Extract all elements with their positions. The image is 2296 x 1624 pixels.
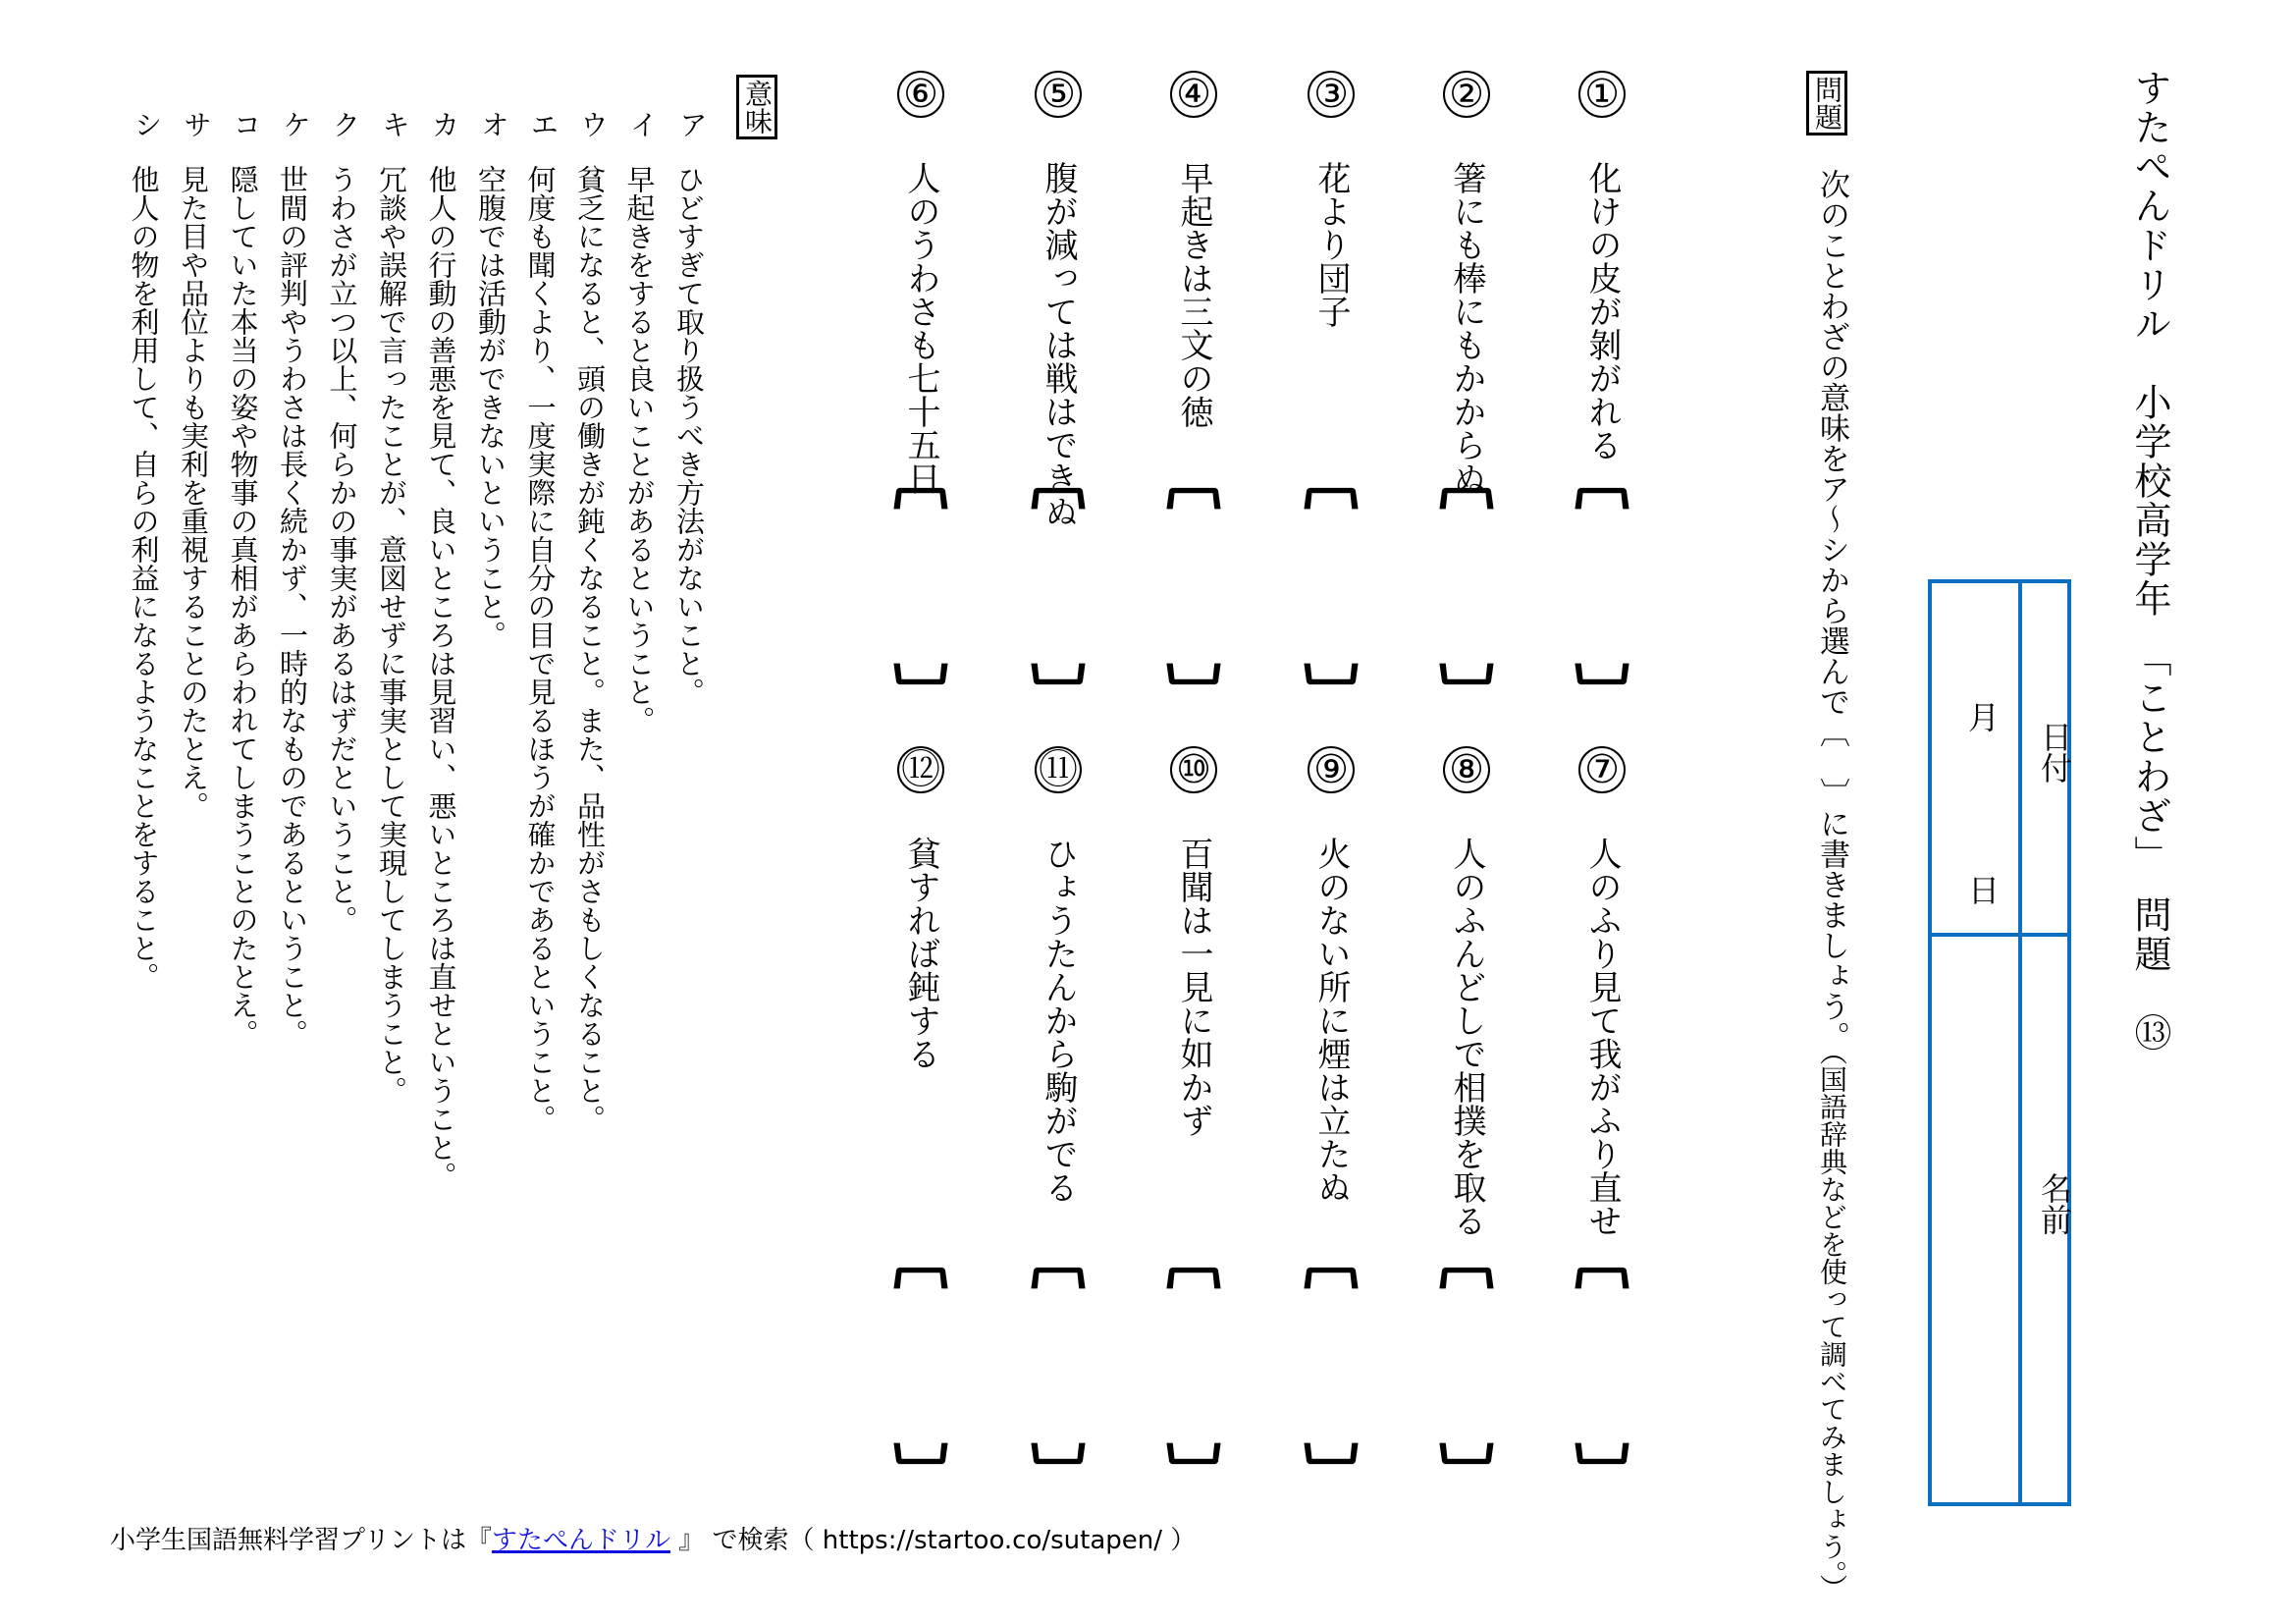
meaning-letter: オ — [477, 110, 510, 138]
question-number: ⑧ — [1443, 746, 1490, 793]
meaning-text: 貧乏になると、頭の働きが鈍くなること。また、品性がさもしくなること。 — [573, 165, 607, 1133]
proverb-text: 花より団子 — [1311, 161, 1351, 328]
subject: 「ことわざ」 — [2128, 658, 2171, 856]
question-number: ⑥ — [897, 71, 944, 118]
answer-field[interactable] — [1576, 1292, 1628, 1439]
answer-bracket-open — [1304, 1268, 1358, 1289]
answer-bracket-close — [1304, 1443, 1358, 1465]
meaning-text: 他人の物を利用して、自らの利益になるようなことをすること。 — [127, 165, 161, 991]
meaning-letter: カ — [427, 110, 461, 138]
answer-bracket-close — [1575, 664, 1629, 685]
meaning-text: 空腹では活動ができないということ。 — [474, 165, 507, 649]
day-label: 日 — [1963, 874, 2001, 905]
question-number: ⑨ — [1308, 746, 1355, 793]
grade-level: 小学校高学年 — [2128, 383, 2171, 619]
answer-field[interactable] — [1441, 1292, 1492, 1439]
set-label: 問題 — [2128, 895, 2171, 974]
answer-bracket-close — [1439, 1443, 1493, 1465]
question-number: ⑫ — [897, 746, 944, 793]
answer-bracket-open — [1031, 488, 1085, 510]
meaning-letter: ア — [675, 110, 709, 138]
proverb-text: 人のふんどしで相撲を取る — [1447, 837, 1486, 1237]
proverb-text: 化けの皮が剝がれる — [1582, 161, 1622, 461]
answer-bracket-open — [1439, 488, 1493, 510]
question-number: ⑩ — [1170, 746, 1217, 793]
proverb-text: 貧すれば鈍する — [901, 837, 940, 1070]
meaning-text: 世間の評判やうわさは長く続かず、一時的なものであるということ。 — [276, 165, 309, 1048]
answer-bracket-open — [1575, 1268, 1629, 1289]
name-field[interactable] — [1936, 941, 2014, 1500]
proverb-text: 腹が減っては戦はできぬ — [1039, 161, 1078, 528]
meaning-letter: エ — [526, 110, 561, 138]
proverb-text: 火のない所に煙は立たぬ — [1311, 837, 1351, 1204]
answer-field[interactable] — [1168, 513, 1219, 660]
meaning-section-label: 意味 — [736, 75, 777, 139]
question-section-label: 問題 — [1806, 71, 1847, 135]
meaning-letter: キ — [378, 110, 411, 138]
answer-bracket-close — [1304, 664, 1358, 685]
meaning-letter: サ — [180, 110, 213, 138]
answer-bracket-close — [893, 664, 947, 685]
month-label: 月 — [1963, 701, 2001, 732]
name-label: 名前 — [2036, 1172, 2073, 1235]
answer-bracket-close — [1166, 664, 1220, 685]
proverb-text: 人のうわさも七十五日 — [901, 161, 940, 495]
question-number: ④ — [1170, 71, 1217, 118]
meaning-letter: イ — [625, 110, 660, 138]
instruction-text: 次のことわざの意味をア〜シから選んで〔 〕に書きましょう。 — [1814, 169, 1849, 1052]
set-number: ⑬ — [2128, 1013, 2171, 1053]
answer-bracket-open — [1031, 1268, 1085, 1289]
date-label: 日付 — [2036, 721, 2073, 784]
answer-field[interactable] — [1033, 513, 1084, 660]
answer-field[interactable] — [895, 513, 946, 660]
divider-vertical — [2018, 583, 2022, 1502]
meaning-letter: ウ — [576, 110, 610, 138]
instruction-note: （国語辞典などを使って調べてみましょう。） — [1816, 1052, 1848, 1601]
date-name-box — [1928, 579, 2071, 1506]
answer-bracket-open — [893, 1268, 947, 1289]
answer-field[interactable] — [1306, 513, 1357, 660]
meaning-letter: シ — [130, 110, 164, 138]
proverb-text: 百聞は一見に如かず — [1174, 837, 1213, 1137]
proverb-text: ひょうたんから駒がでる — [1039, 837, 1078, 1204]
answer-field[interactable] — [1168, 1292, 1219, 1439]
divider-horizontal — [1932, 933, 2067, 937]
meaning-letter: ケ — [279, 110, 312, 138]
answer-field[interactable] — [895, 1292, 946, 1439]
proverb-text: 箸にも棒にもかからぬ — [1447, 161, 1486, 495]
instructions — [1814, 169, 1849, 1601]
meaning-text: 冗談や誤解で言ったことが、意図せずに事実として実現してしまうこと。 — [375, 165, 408, 1105]
question-number: ⑦ — [1578, 746, 1626, 793]
answer-bracket-close — [1031, 664, 1085, 685]
answer-field[interactable] — [1306, 1292, 1357, 1439]
footer-prefix: 小学生国語無料学習プリントは『 — [110, 1526, 492, 1555]
answer-bracket-close — [1575, 1443, 1629, 1465]
meaning-letter: ク — [328, 110, 362, 138]
proverb-text: 人のふり見て我がふり直せ — [1582, 837, 1622, 1237]
sutapen-drill-link[interactable]: すたぺんドリル — [491, 1526, 670, 1555]
meaning-text: 早起きをすると良いことがあるということ。 — [622, 165, 657, 734]
meaning-letter: コ — [229, 110, 263, 138]
answer-bracket-open — [1439, 1268, 1493, 1289]
question-number: ⑪ — [1035, 746, 1082, 793]
footer — [110, 1520, 1196, 1556]
question-number: ⑤ — [1035, 71, 1082, 118]
answer-bracket-close — [1031, 1443, 1085, 1465]
answer-field[interactable] — [1441, 513, 1492, 660]
brand-name: すたぺんドリル — [2128, 69, 2171, 344]
question-number: ① — [1578, 71, 1626, 118]
meaning-text: 何度も聞くより、一度実際に自分の目で見るほうが確かであるということ。 — [523, 165, 558, 1133]
answer-bracket-close — [893, 1443, 947, 1465]
answer-bracket-close — [1166, 1443, 1220, 1465]
answer-bracket-open — [1166, 1268, 1220, 1289]
answer-bracket-open — [1304, 488, 1358, 510]
meaning-text: ひどすぎて取り扱うべき方法がないこと。 — [672, 165, 706, 706]
meaning-text: うわさが立つ以上、何らかの事実があるはずだということ。 — [325, 165, 359, 934]
answer-bracket-open — [1166, 488, 1220, 510]
question-number: ③ — [1308, 71, 1355, 118]
meaning-text: 隠していた本当の姿や物事の真相があらわれてしまうことのたとえ。 — [226, 165, 260, 1048]
question-number: ② — [1443, 71, 1490, 118]
answer-field[interactable] — [1576, 513, 1628, 660]
answer-bracket-open — [893, 488, 947, 510]
worksheet-title — [2128, 69, 2171, 1053]
answer-bracket-close — [1439, 664, 1493, 685]
proverb-text: 早起きは三文の徳 — [1174, 161, 1213, 428]
date-field[interactable] — [1936, 587, 2014, 929]
answer-bracket-open — [1575, 488, 1629, 510]
meaning-text: 他人の行動の善悪を見て、良いところは見習い、悪いところは直せということ。 — [424, 165, 458, 1190]
footer-suffix: 』 で検索（ https://startoo.co/sutapen/ ） — [669, 1526, 1197, 1555]
meaning-text: 見た目や品位よりも実利を重視することのたとえ。 — [177, 165, 210, 820]
answer-field[interactable] — [1033, 1292, 1084, 1439]
